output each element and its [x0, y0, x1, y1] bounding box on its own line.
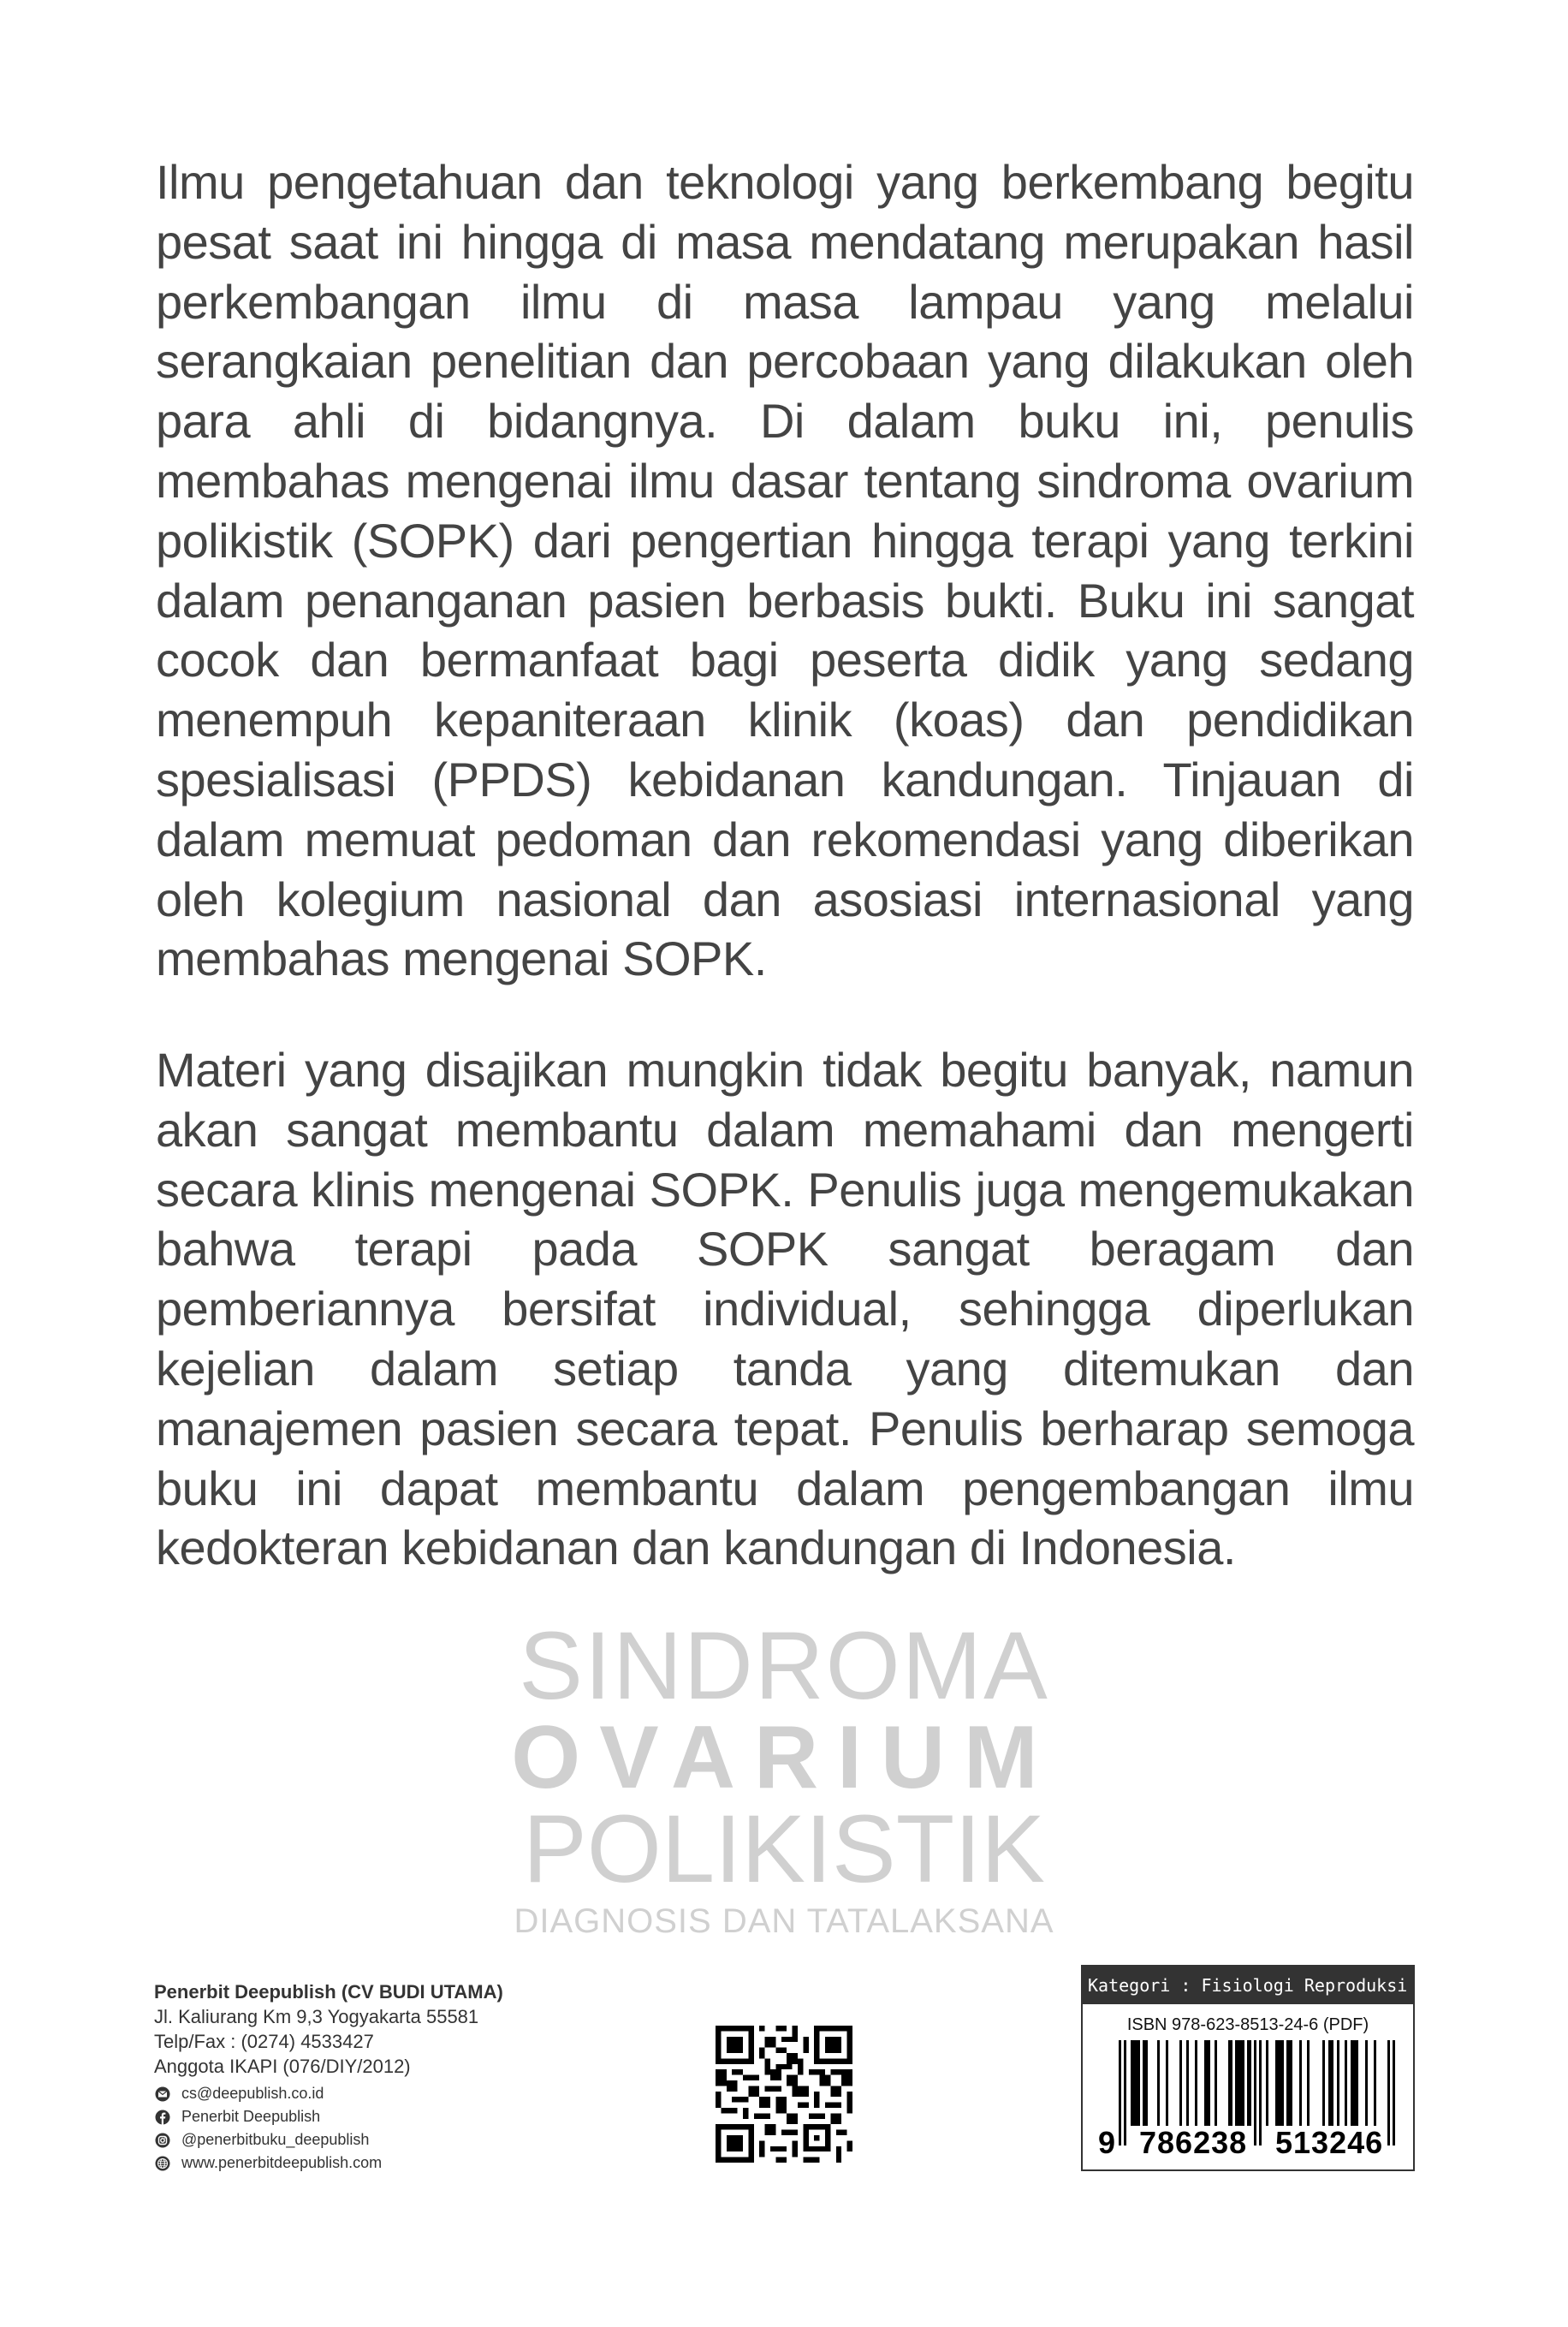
facebook-icon: [154, 2109, 171, 2126]
blurb-text-2: Materi yang disajikan mungkin tidak begitu banyak, namun akan sangat membantu dalam memahami dan mengerti secara klinis mengenai SOPK. Penulis juga mengemukakan bahwa terapi pada SOPK sangat beragam dan pemberiannya bersifat individual, sehingga diperlukan kejelian dalam setiap tanda yang ditemukan dan manajemen pasien secara tepat. Penulis berharap semoga buku ini dapat membantu dalam pengembangan ilmu kedokteran kebidanan dan kandungan di Indonesia.: [156, 1043, 1414, 1575]
publisher-phone: Telp/Fax : (0274) 4533427: [154, 2031, 374, 2052]
globe-icon: [154, 2155, 171, 2172]
title-line-2: OVARIUM: [511, 1708, 1057, 1807]
title-line-3: POLIKISTIK: [523, 1795, 1045, 1902]
instagram-icon: [154, 2132, 171, 2149]
contact-email-text: cs@deepublish.co.id: [181, 2085, 324, 2102]
barcode-digit-first: 9: [1098, 2125, 1116, 2160]
isbn-number: ISBN 978-623-8513-24-6 (PDF): [1126, 2015, 1369, 2034]
contact-facebook[interactable]: [154, 2105, 633, 2128]
contact-website[interactable]: [154, 2151, 633, 2175]
category-label: Kategori : Fisiologi Reproduksi: [1083, 1967, 1413, 2004]
blurb-paragraph-1: [156, 152, 1414, 989]
publisher-address: Jl. Kaliurang Km 9,3 Yogyakarta 55581: [154, 2006, 479, 2027]
publisher-name: Penerbit Deepublish (CV BUDI UTAMA): [154, 1981, 503, 2003]
blurb-paragraph-2: [156, 1040, 1414, 1578]
publisher-membership: Anggota IKAPI (076/DIY/2012): [154, 2056, 411, 2077]
contact-instagram[interactable]: [154, 2128, 633, 2151]
barcode-digits-group-1: 786238: [1139, 2125, 1248, 2160]
email-icon: [154, 2086, 171, 2103]
isbn-box: [1081, 1965, 1415, 2171]
blurb-text-1: Ilmu pengetahuan dan teknologi yang berkembang begitu pesat saat ini hingga di masa mendatang merupakan hasil perkembangan ilmu di masa lampau yang melalui serangkaian penelitian dan percobaan yang dilakukan oleh para ahli di bidangnya. Di dalam buku ini, penulis membahas mengenai ilmu dasar tentang sindroma ovarium polikistik (SOPK) dari pengertian hingga terapi yang terkini dalam penanganan pasien berbasis bukti. Buku ini sangat cocok dan bermanfaat bagi peserta didik yang sedang menempuh kepaniteraan klinik (koas) dan pendidikan spesialisasi (PPDS) kebidanan kandungan. Tinjauan di dalam memuat pedoman dan rekomendasi yang diberikan oleh kolegium nasional dan asosiasi internasional yang membahas mengenai SOPK.: [156, 155, 1414, 986]
barcode: [1083, 2035, 1413, 2172]
contact-email[interactable]: [154, 2082, 633, 2105]
contact-facebook-text: Penerbit Deepublish: [181, 2108, 321, 2125]
contact-website-text: www.penerbitdeepublish.com: [181, 2154, 383, 2171]
subtitle: DIAGNOSIS DAN TATALAKSANA: [514, 1902, 1054, 1940]
qr-code[interactable]: [716, 2026, 852, 2163]
title-line-1: SINDROMA: [519, 1612, 1049, 1719]
barcode-digits-group-2: 513246: [1275, 2125, 1384, 2160]
publisher-info: [154, 1979, 633, 2175]
contact-instagram-text: @penerbitbuku_deepublish: [181, 2131, 370, 2148]
